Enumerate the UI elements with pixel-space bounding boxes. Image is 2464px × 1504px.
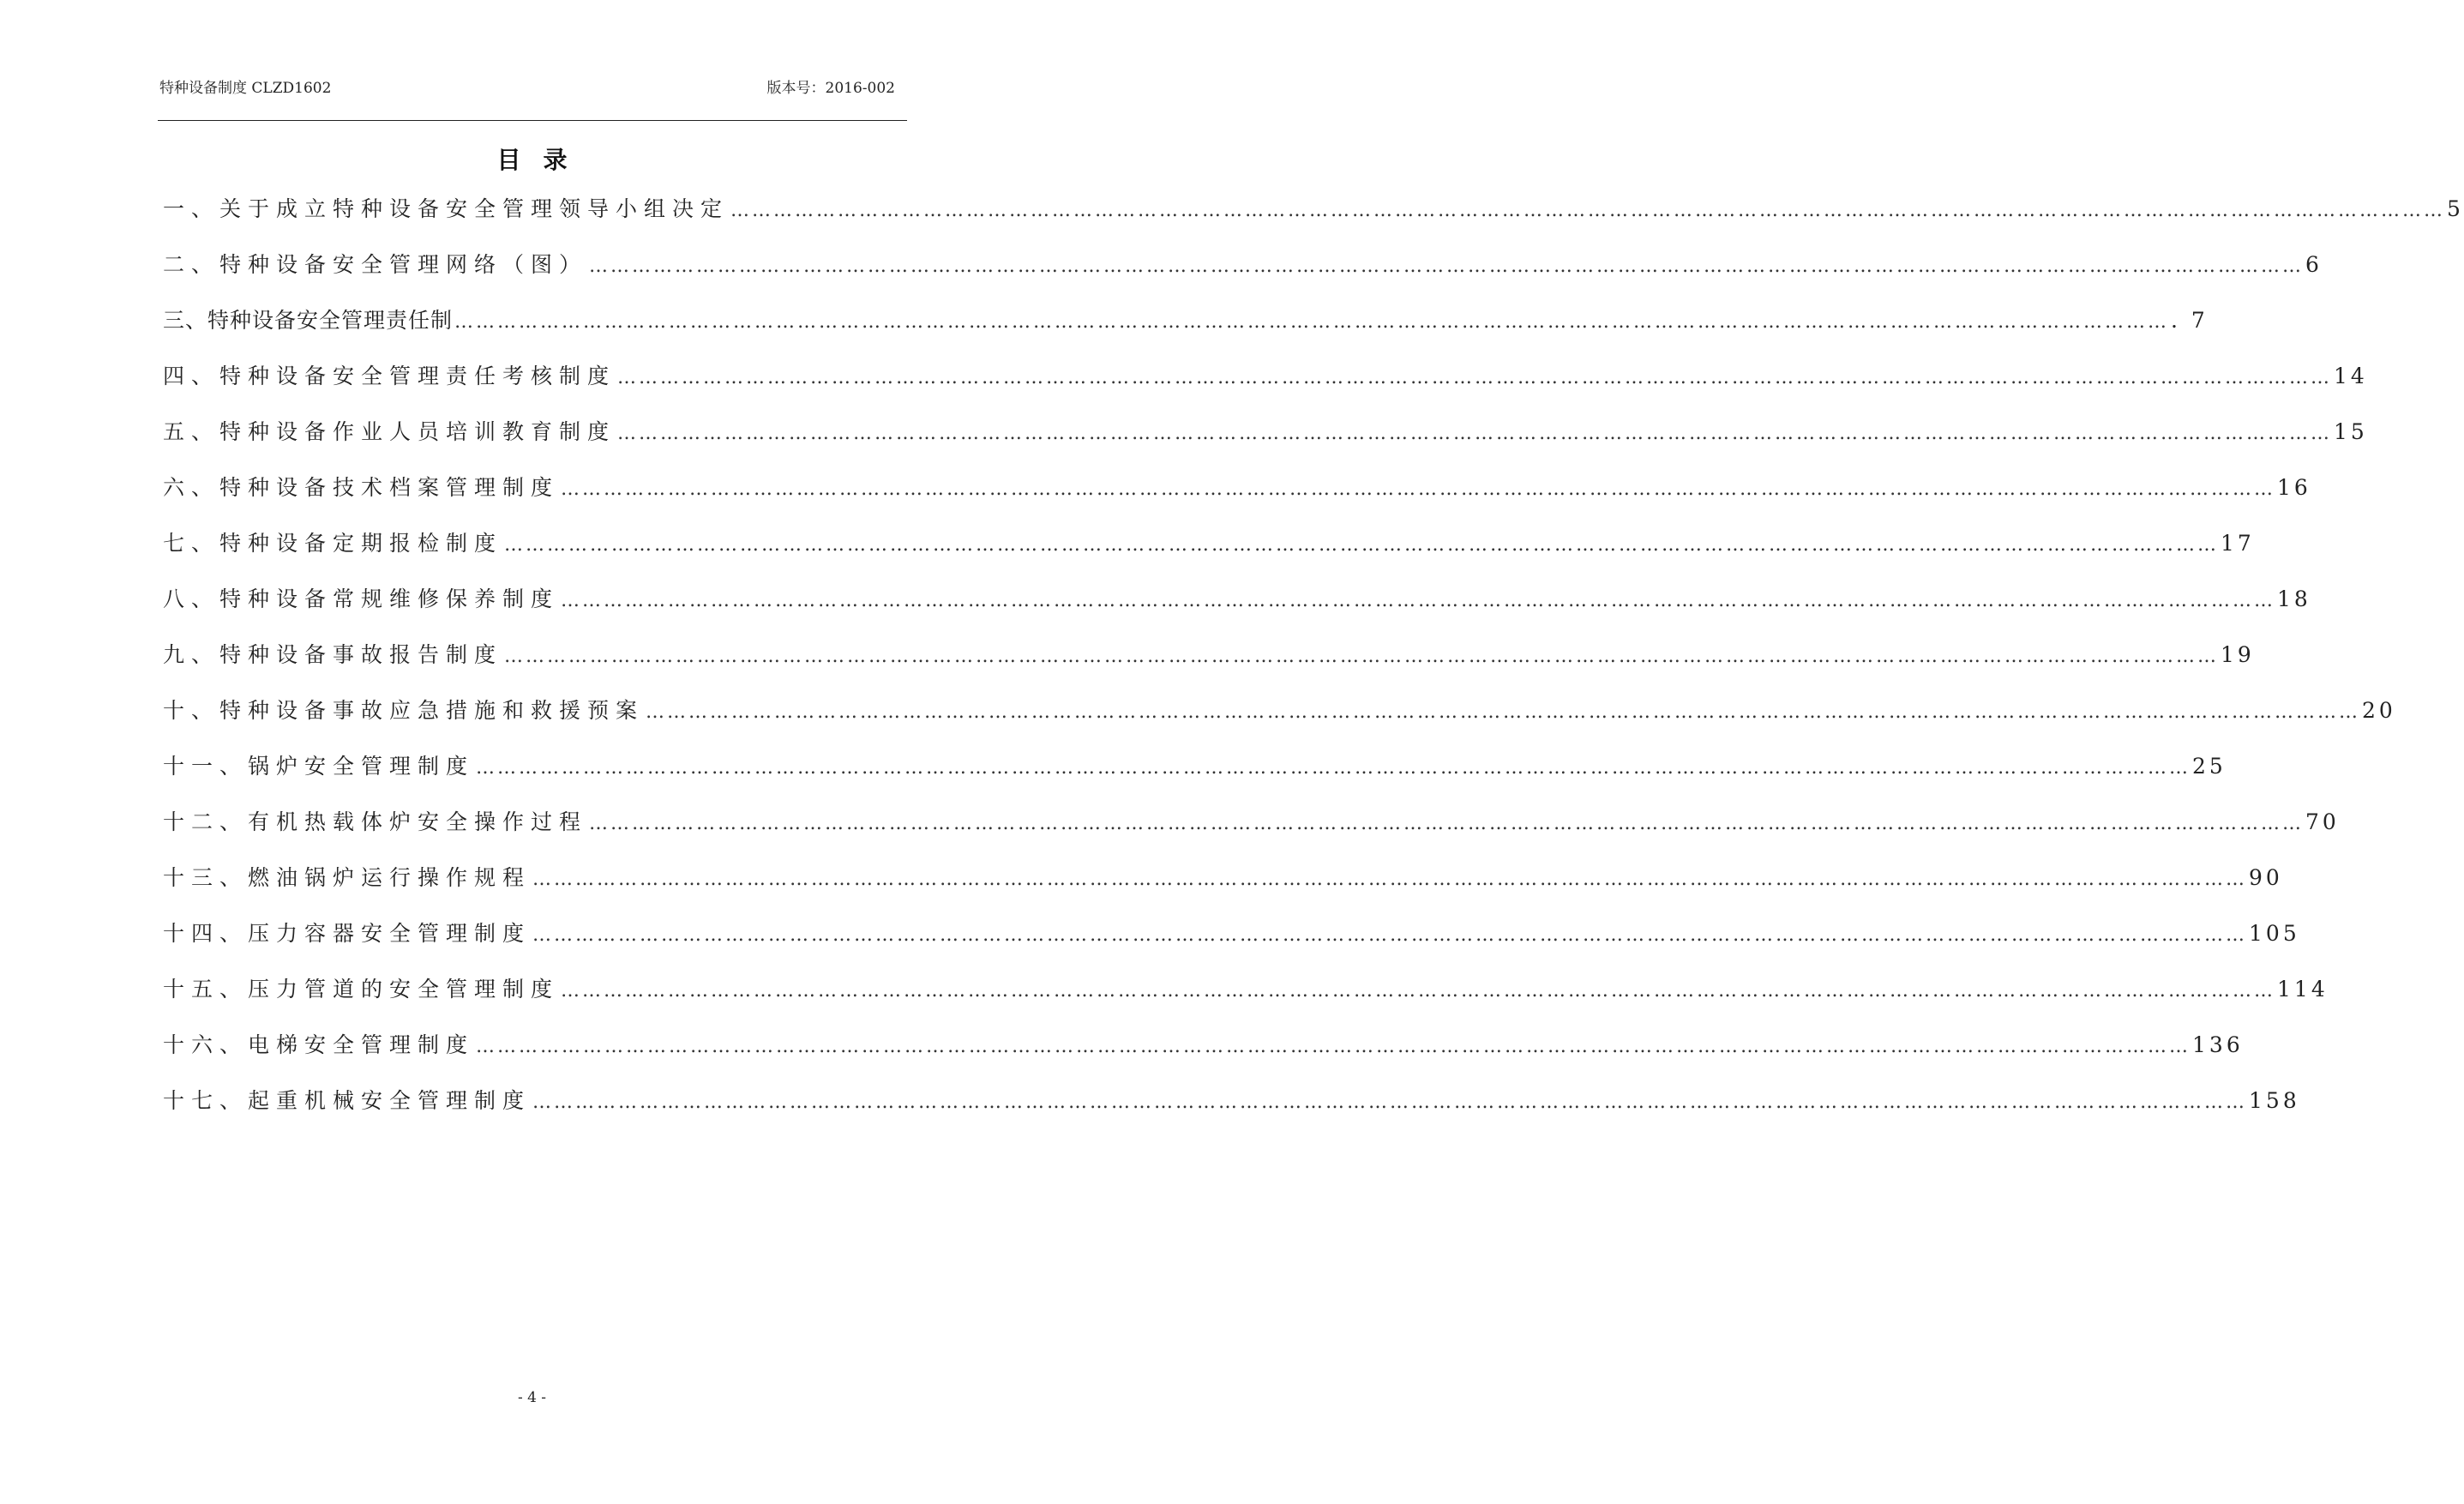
- toc-entry-page: 15: [2334, 419, 2368, 444]
- toc-leader-dots: ……………………………………………………………………………………………………………………………………………………………………………………………………………………: [561, 980, 2276, 1002]
- toc-entry-title: 十六、电梯安全管理制度: [163, 1032, 475, 1057]
- page-number: - 4 -: [517, 1389, 547, 1406]
- toc-entry[interactable]: [163, 248, 2323, 304]
- toc-leader-dots: ……………………………………………………………………………………………………………………………………………………………………………………………………………………: [617, 367, 2333, 388]
- header-divider: [158, 120, 907, 121]
- toc-entry[interactable]: [163, 1028, 2244, 1084]
- toc-entry-page: 5: [2447, 196, 2464, 221]
- toc-entry-page: 16: [2277, 475, 2311, 500]
- toc-leader-dots: ……………………………………………………………………………………………………………………………………………………………………………………………………………………: [476, 1036, 2191, 1057]
- toc-entry-page: 70: [2305, 809, 2340, 834]
- toc-entry-title: 九、特种设备事故报告制度: [163, 642, 503, 667]
- toc-leader-dots: ……………………………………………………………………………………………………………………………………………………………………………………………………………………: [561, 478, 2276, 500]
- toc-entry-title: 十四、压力容器安全管理制度: [163, 921, 532, 946]
- toc-entry-page: 19: [2221, 642, 2255, 667]
- toc-entry[interactable]: [163, 471, 2311, 526]
- toc-entry-title: 三、特种设备安全管理责任制: [163, 308, 454, 333]
- toc-entry-title: 十二、有机热载体炉安全操作过程: [163, 809, 588, 834]
- toc-entry-page: 18: [2277, 587, 2311, 611]
- toc-entry-title: 十七、起重机械安全管理制度: [163, 1088, 532, 1113]
- page-header: [159, 75, 907, 101]
- toc-leader-dots: ……………………………………………………………………………………………………………………………………………………………………………………………………………………: [532, 1092, 2248, 1113]
- toc-entry-page: 6: [2305, 252, 2323, 277]
- toc-entry-title: 八、特种设备常规维修保养制度: [163, 587, 560, 611]
- toc-entry-page: 20: [2362, 698, 2396, 723]
- toc-entry-title: 六、特种设备技术档案管理制度: [163, 475, 560, 500]
- toc-leader-dots: ……………………………………………………………………………………………………………………………………………………………………………………………………………………: [561, 590, 2276, 611]
- toc-entry-title: 十、特种设备事故应急措施和救援预案: [163, 698, 645, 723]
- toc-entry[interactable]: [163, 1084, 2300, 1140]
- toc-leader-dots: ……………………………………………………………………………………………………………………………………………………………………………………………………………………: [730, 200, 2446, 221]
- toc-entry-title: 二、特种设备安全管理网络（图）: [163, 252, 588, 277]
- toc-leader-dots: ……………………………………………………………………………………………………………………………………………………………………………………………………………………: [532, 869, 2248, 890]
- toc-entry[interactable]: [163, 415, 2368, 471]
- table-of-contents: [163, 192, 2464, 1140]
- toc-entry-page: 90: [2249, 865, 2283, 890]
- toc-entry[interactable]: [163, 972, 2329, 1028]
- toc-leader-dots: ……………………………………………………………………………………………………………………………………………………………………………………………………………………: [504, 646, 2220, 667]
- toc-entry[interactable]: [163, 805, 2340, 861]
- toc-entry[interactable]: [163, 526, 2255, 582]
- toc-entry-page: 158: [2249, 1088, 2300, 1113]
- toc-leader-dots: ……………………………………………………………………………………………………………………………………………………………………………………………………………………: [617, 423, 2333, 444]
- toc-entry[interactable]: [163, 192, 2464, 248]
- toc-entry[interactable]: [163, 917, 2300, 972]
- toc-leader-dots: ……………………………………………………………………………………………………………………………………………………………………………………………………………………: [454, 311, 2170, 333]
- header-document-code: 特种设备制度 CLZD1602: [159, 80, 332, 97]
- toc-entry[interactable]: [163, 749, 2227, 805]
- toc-leader-dots: ……………………………………………………………………………………………………………………………………………………………………………………………………………………: [589, 256, 2305, 277]
- toc-leader-dots: ……………………………………………………………………………………………………………………………………………………………………………………………………………………: [532, 924, 2248, 946]
- toc-entry-title: 四、特种设备安全管理责任考核制度: [163, 364, 616, 388]
- toc-entry-title: 十一、锅炉安全管理制度: [163, 754, 475, 779]
- toc-entry-title: 十五、压力管道的安全管理制度: [163, 977, 560, 1002]
- toc-entry[interactable]: [163, 861, 2283, 917]
- toc-entry[interactable]: [163, 582, 2311, 638]
- toc-entry-page: 114: [2277, 977, 2329, 1002]
- toc-entry-page: 105: [2249, 921, 2300, 946]
- toc-leader-dots: ……………………………………………………………………………………………………………………………………………………………………………………………………………………: [589, 813, 2305, 834]
- toc-entry[interactable]: [163, 359, 2368, 415]
- toc-entry[interactable]: [163, 638, 2255, 694]
- toc-leader-dots: ……………………………………………………………………………………………………………………………………………………………………………………………………………………: [646, 701, 2361, 723]
- page-title: 目录: [496, 146, 590, 174]
- toc-entry-page: . 7: [2171, 308, 2209, 333]
- toc-leader-dots: ……………………………………………………………………………………………………………………………………………………………………………………………………………………: [476, 757, 2191, 779]
- toc-entry-title: 一、关于成立特种设备安全管理领导小组决定: [163, 196, 730, 221]
- toc-entry-page: 25: [2192, 754, 2227, 779]
- header-version-number: 版本号：2016-002: [766, 80, 895, 97]
- toc-entry-title: 十三、燃油锅炉运行操作规程: [163, 865, 532, 890]
- toc-leader-dots: ……………………………………………………………………………………………………………………………………………………………………………………………………………………: [504, 534, 2220, 556]
- toc-entry[interactable]: [163, 304, 2209, 359]
- toc-entry-page: 17: [2221, 531, 2255, 556]
- toc-entry-title: 七、特种设备定期报检制度: [163, 531, 503, 556]
- toc-entry[interactable]: [163, 694, 2396, 749]
- toc-entry-page: 136: [2192, 1032, 2244, 1057]
- toc-entry-page: 14: [2334, 364, 2368, 388]
- toc-entry-title: 五、特种设备作业人员培训教育制度: [163, 419, 616, 444]
